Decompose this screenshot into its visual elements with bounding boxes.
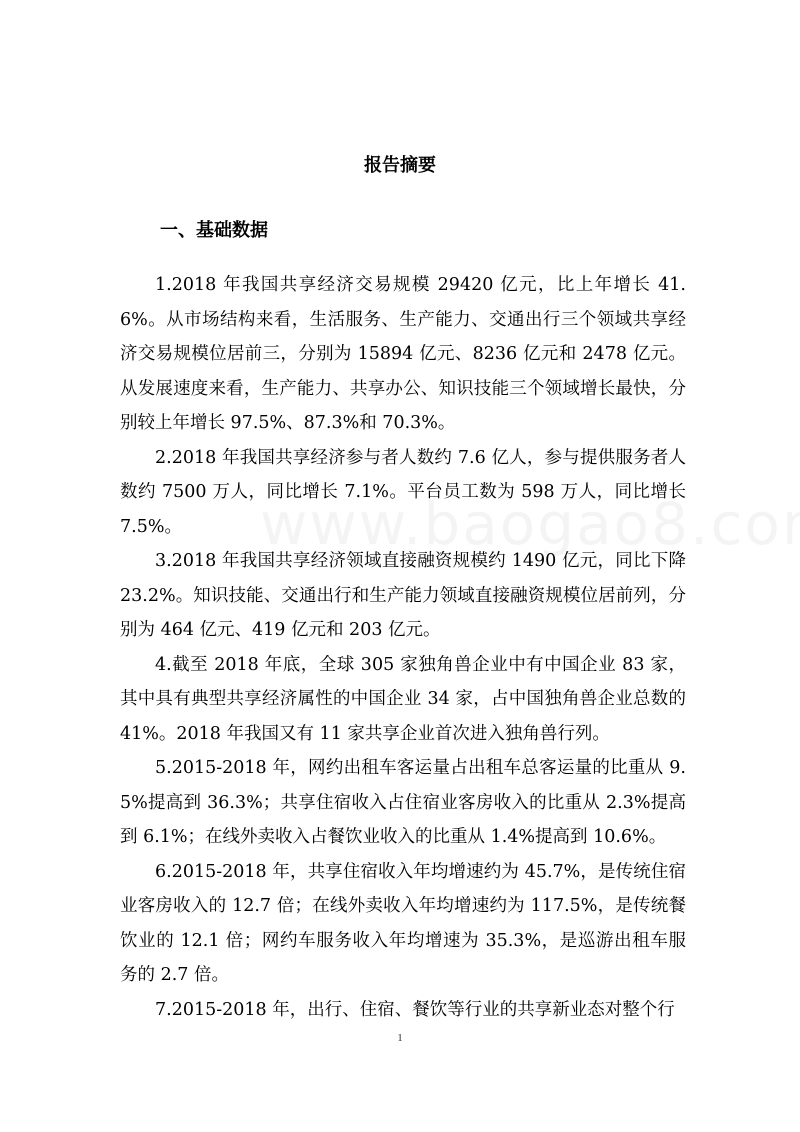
paragraph-5: 5.2015-2018 年，网约出租车客运量占出租车总客运量的比重从 9.5%提高到 36.3%；共享住宿收入占住宿业客房收入的比重从 2.3%提高到 6.1%；在线外卖收入占餐饮业收入的比重从 1.4%提高到 10.6%。 bbox=[120, 758, 686, 847]
paragraph-3: 3.2018 年我国共享经济领域直接融资规模约 1490 亿元，同比下降 23.2%。知识技能、交通出行和生产能力领域直接融资规模位居前列，分别为 464 亿元、419 亿元和 203 亿元。 bbox=[120, 551, 686, 640]
paragraph-2: 2.2018 年我国共享经济参与者人数约 7.6 亿人，参与提供服务者人数约 7500 万人，同比增长 7.1%。平台员工数为 598 万人，同比增长 7.5%。 bbox=[120, 447, 686, 537]
section-heading: 一、基础数据 bbox=[160, 220, 268, 241]
paragraph-6: 6.2015-2018 年，共享住宿收入年均增速约为 45.7%，是传统住宿业客房收入的 12.7 倍；在线外卖收入年均增速约为 117.5%，是传统餐饮业的 12.1 倍；网约车服务收入年均增速为 35.3%，是巡游出租车服务的 2.7 倍。 bbox=[120, 861, 686, 985]
page-number: 1 bbox=[397, 1032, 403, 1044]
body-text bbox=[120, 268, 686, 1027]
page-title: 报告摘要 bbox=[364, 155, 436, 176]
paragraph-4: 4.截至 2018 年底，全球 305 家独角兽企业中有中国企业 83 家，其中具有典型共享经济属性的中国企业 34 家，占中国独角兽企业总数的 41%。2018 年我国又有 11 家共享企业首次进入独角兽行列。 bbox=[120, 654, 686, 744]
paragraph-1: 1.2018 年我国共享经济交易规模 29420 亿元，比上年增长 41.6%。从市场结构来看，生活服务、生产能力、交通出行三个领域共享经济交易规模位居前三，分别为 15894 亿元、8236 亿元和 2478 亿元。从发展速度来看，生产能力、共享办公、知识技能三个领域增长最快，分别较上年增长 97.5%、87.3%和 70.3%。 bbox=[120, 275, 686, 433]
paragraph-7: 7.2015-2018 年，出行、住宿、餐饮等行业的共享新业态对整个行 bbox=[155, 999, 675, 1020]
